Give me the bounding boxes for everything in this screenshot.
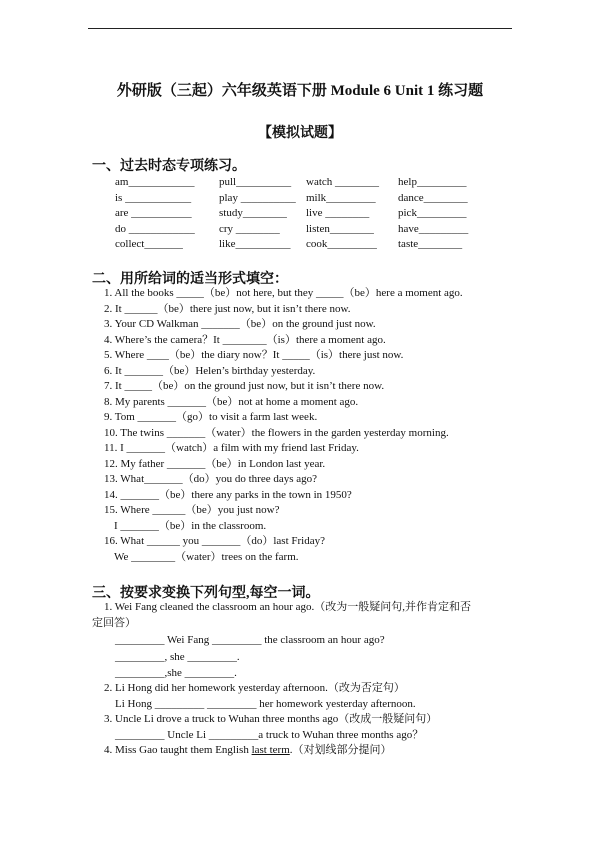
question-2: 2. Li Hong did her homework yesterday afternoon.（改为否定句） (104, 682, 405, 694)
document-subtitle: 【模拟试题】 (258, 126, 342, 141)
answer-line: Li Hong _________ _________ her homework yesterday afternoon. (115, 698, 416, 710)
answer-line: _________ Uncle Li _________a truck to Wuhan three months ago？ (115, 729, 424, 741)
question-4 (104, 744, 392, 757)
document-title: 外研版（三起）六年级英语下册 Module 6 Unit 1 练习题 (116, 83, 484, 99)
list-item: We ________（water）trees on the farm. (114, 551, 299, 563)
answer-line: _________ Wei Fang _________ the classroom an hour ago? (115, 634, 385, 646)
list-item: 9. Tom _______（go）to visit a farm last week. (104, 411, 318, 423)
answer-line: _________, she _________. (115, 651, 240, 663)
list-item: 15. Where ______（be）you just now? (104, 504, 280, 516)
section2-heading: 二、用所给词的适当形式填空： (92, 272, 288, 287)
grid-cell: pick_________ (398, 207, 467, 219)
question-1: 1. Wei Fang cleaned the classroom an hour ago.（改为一般疑问句,并作肯定和否 (104, 601, 472, 613)
question-1-continued: 定回答） (92, 617, 136, 629)
list-item: 1. All the books _____（be）not here, but they _____（be）here a moment ago. (104, 287, 463, 299)
grid-cell: watch ________ (306, 176, 380, 188)
list-item: 8. My parents _______（be）not at home a moment ago. (104, 396, 359, 408)
list-item: 5. Where ____（be）the diary now？It _____（is）there just now. (104, 349, 404, 361)
list-item: 7. It _____（be）on the ground just now, but it isn’t there now. (104, 380, 385, 392)
question-3: 3. Uncle Li drove a truck to Wuhan three months ago（改成一般疑问句） (104, 713, 438, 725)
list-item: 13. What_______（do）you do three days ago? (104, 473, 318, 485)
grid-cell: like__________ (219, 238, 291, 250)
grid-cell: pull__________ (219, 176, 292, 188)
list-item: 4. Where’s the camera？It ________（is）there a moment ago. (104, 334, 386, 346)
list-item: 2. It ______（be）there just now, but it isn’t there now. (104, 303, 351, 315)
grid-cell: collect_______ (115, 238, 183, 250)
answer-line: _________,she _________. (115, 667, 237, 679)
list-item: 10. The twins _______（water）the flowers in the garden yesterday morning. (104, 427, 449, 439)
grid-cell: cook_________ (306, 238, 377, 250)
grid-cell: have_________ (398, 223, 469, 235)
grid-cell: cry ________ (219, 223, 280, 235)
grid-cell: is ____________ (115, 192, 192, 204)
list-item: 14. _______（be）there any parks in the town in 1950? (104, 489, 352, 501)
grid-cell: am____________ (115, 176, 195, 188)
grid-cell: are ___________ (115, 207, 192, 219)
grid-cell: live ________ (306, 207, 370, 219)
section3-heading: 三、按要求变换下列句型,每空一词。 (92, 586, 320, 601)
grid-cell: taste________ (398, 238, 463, 250)
grid-cell: dance________ (398, 192, 468, 204)
grid-cell: milk_________ (306, 192, 376, 204)
section1-heading: 一、过去时态专项练习。 (92, 159, 246, 174)
grid-cell: play __________ (219, 192, 296, 204)
list-item: 16. What ______ you _______（do）last Friday? (104, 535, 325, 547)
grid-cell: help_________ (398, 176, 467, 188)
grid-cell: listen________ (306, 223, 374, 235)
question-4-text: 4. Miss Gao taught them English (104, 744, 252, 756)
grid-cell: study________ (219, 207, 287, 219)
question-4-underlined: last term (251, 744, 290, 756)
top-rule (88, 28, 512, 29)
list-item: 12. My father _______（be）in London last year. (104, 458, 326, 470)
grid-cell: do ____________ (115, 223, 195, 235)
list-item: 3. Your CD Walkman _______（be）on the ground just now. (104, 318, 376, 330)
list-item: 6. It _______（be）Helen’s birthday yesterday. (104, 365, 316, 377)
list-item: I _______（be）in the classroom. (114, 520, 267, 532)
question-4-instruction: .（对划线部分提问） (289, 744, 392, 756)
list-item: 11. I _______（watch）a film with my friend last Friday. (104, 442, 359, 454)
